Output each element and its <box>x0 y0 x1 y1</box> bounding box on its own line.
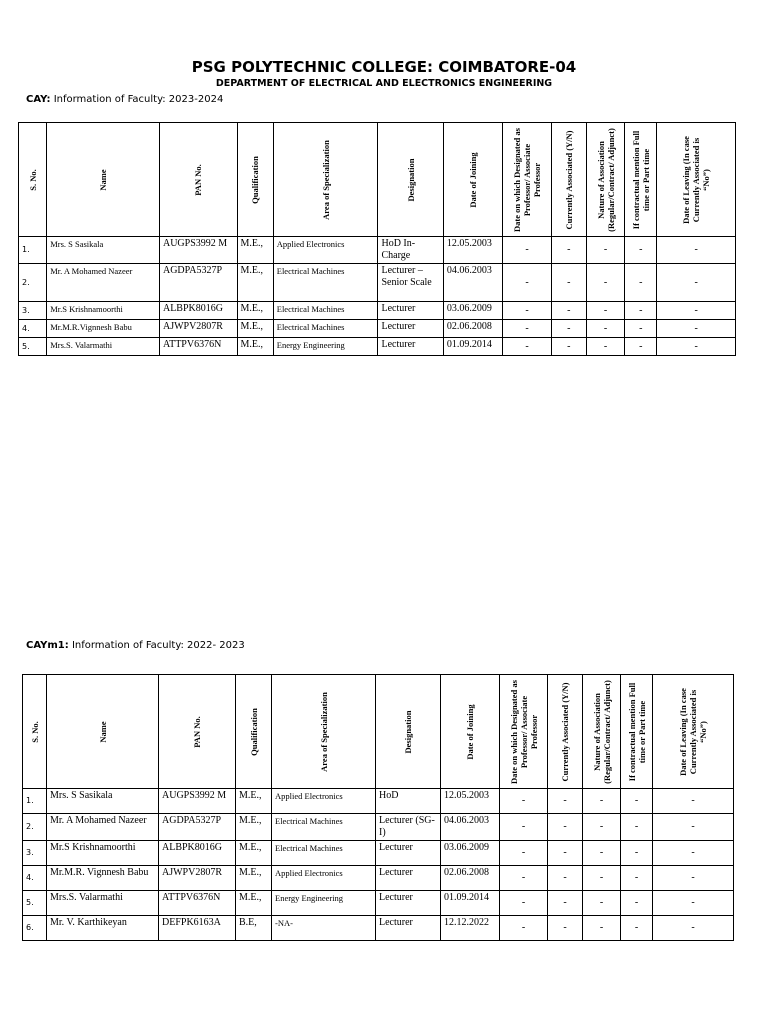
section-label: CAY: <box>26 94 51 105</box>
header-label: Nature of Association (Regular/Contract/ Adjunct) <box>591 679 612 784</box>
header-label: If contractual mention Full time or Part time <box>630 130 651 229</box>
col-currently-associated-cell: - <box>551 338 586 356</box>
col-nature-cell: - <box>583 916 621 941</box>
col-date-leaving-cell: - <box>657 237 736 264</box>
col-pan-cell: AUGPS3992 M <box>159 789 236 814</box>
col-name-cell: Mr. A Mohamed Nazeer <box>47 814 159 841</box>
col-designation-cell: Lecturer <box>378 302 443 320</box>
col-currently-associated-cell: - <box>548 789 583 814</box>
col-designation-cell: Lecturer <box>376 841 441 866</box>
section-label: CAYm1: <box>26 640 69 651</box>
col-currently-associated-cell: - <box>551 302 586 320</box>
col-name-cell: Mrs. S Sasikala <box>47 237 160 264</box>
col-sno-cell: 4. <box>19 320 47 338</box>
header-label: If contractual mention Full time or Part time <box>626 682 647 781</box>
col-contractual-cell: - <box>621 866 653 891</box>
col-date-leaving-cell: - <box>653 814 734 841</box>
col-nature-cell: - <box>583 841 621 866</box>
col-contractual-cell: - <box>625 302 657 320</box>
header-label: Name <box>98 168 109 191</box>
col-contractual-cell: - <box>625 264 657 302</box>
col-designation-cell: Lecturer <box>376 866 441 891</box>
col-area-cell: Electrical Machines <box>273 302 378 320</box>
col-sno-cell: 1. <box>23 789 47 814</box>
col-qualification-header <box>236 675 272 789</box>
table-row <box>23 841 734 866</box>
col-sno-cell: 3. <box>23 841 47 866</box>
table-row <box>19 264 736 302</box>
header-label: Area of Specialization <box>318 691 329 772</box>
header-label: Date of Leaving (In case Currently Associated is “No”) <box>681 135 712 224</box>
faculty-table-2023-2024 <box>18 122 736 356</box>
col-designation-cell: Lecturer – Senior Scale <box>378 264 443 302</box>
col-sno-header <box>19 123 47 237</box>
col-date-leaving-cell: - <box>653 891 734 916</box>
col-qualification-cell: M.E., <box>236 841 272 866</box>
col-date-leaving-cell: - <box>657 264 736 302</box>
col-currently-associated-cell: - <box>551 237 586 264</box>
page-title: PSG POLYTECHNIC COLLEGE: COIMBATORE-04 <box>191 58 577 76</box>
col-date-leaving-cell: - <box>657 302 736 320</box>
col-name-cell: Mr. V. Karthikeyan <box>47 916 159 941</box>
col-doj-cell: 12.12.2022 <box>441 916 500 941</box>
col-date-designated-cell: - <box>500 814 548 841</box>
col-qualification-cell: M.E., <box>236 866 272 891</box>
col-nature-cell: - <box>583 866 621 891</box>
col-nature-cell: - <box>586 237 624 264</box>
col-date-leaving-header <box>653 675 734 789</box>
col-area-cell: Applied Electronics <box>272 866 376 891</box>
table-row <box>19 320 736 338</box>
col-doj-cell: 03.06.2009 <box>443 302 502 320</box>
col-currently-associated-cell: - <box>548 916 583 941</box>
col-sno-cell: 5. <box>23 891 47 916</box>
header-label: Currently Associated (Y/N) <box>563 130 574 229</box>
col-pan-cell: ATTPV6376N <box>159 891 236 916</box>
header-label: Qualification <box>250 155 261 204</box>
col-name-cell: Mr. A Mohamed Nazeer <box>47 264 160 302</box>
col-qualification-cell: M.E., <box>236 814 272 841</box>
col-area-cell: Energy Engineering <box>273 338 378 356</box>
col-area-cell: Electrical Machines <box>272 814 376 841</box>
col-contractual-cell: - <box>621 916 653 941</box>
faculty-table-2022-2023 <box>22 674 734 941</box>
col-doj-cell: 12.05.2003 <box>441 789 500 814</box>
col-date-designated-cell: - <box>500 841 548 866</box>
col-designation-header <box>376 675 441 789</box>
col-qualification-cell: M.E., <box>237 264 273 302</box>
col-sno-cell: 1. <box>19 237 47 264</box>
col-designation-cell: Lecturer (SG-I) <box>376 814 441 841</box>
col-date-designated-cell: - <box>500 866 548 891</box>
table-row <box>23 866 734 891</box>
header-label: Date on which Designated as Professor/ Associate Professor <box>511 127 542 232</box>
col-area-header <box>272 675 376 789</box>
col-pan-cell: ALBPK8016G <box>159 302 237 320</box>
col-pan-cell: AUGPS3992 M <box>159 237 237 264</box>
col-sno-cell: 4. <box>23 866 47 891</box>
col-date-leaving-cell: - <box>657 320 736 338</box>
col-nature-cell: - <box>586 264 624 302</box>
header-label: Date of Leaving (In case Currently Associated is “No”) <box>678 687 708 776</box>
section-caption-caym1 <box>26 640 245 651</box>
col-doj-header <box>443 123 502 237</box>
col-currently-associated-cell: - <box>548 866 583 891</box>
col-designation-cell: Lecturer <box>378 320 443 338</box>
col-sno-cell: 2. <box>19 264 47 302</box>
col-sno-header <box>23 675 47 789</box>
col-currently-associated-cell: - <box>548 891 583 916</box>
col-qualification-cell: M.E., <box>236 891 272 916</box>
col-area-cell: Electrical Machines <box>273 264 378 302</box>
table-row <box>19 302 736 320</box>
col-date-designated-cell: - <box>503 264 551 302</box>
header-label: Area of Specialization <box>320 139 331 220</box>
header-label: PAN No. <box>192 715 202 748</box>
col-doj-cell: 03.06.2009 <box>441 841 500 866</box>
col-pan-header <box>159 675 236 789</box>
header-label: Name <box>97 720 108 743</box>
col-date-leaving-cell: - <box>653 866 734 891</box>
section-caption: Information of Faculty: 2022- 2023 <box>71 640 245 651</box>
col-date-leaving-cell: - <box>653 841 734 866</box>
col-nature-cell: - <box>583 891 621 916</box>
col-currently-associated-cell: - <box>551 264 586 302</box>
col-pan-cell: ATTPV6376N <box>159 338 237 356</box>
col-date-designated-cell: - <box>503 237 551 264</box>
col-area-cell: Applied Electronics <box>272 789 376 814</box>
col-contractual-cell: - <box>625 338 657 356</box>
col-date-designated-header <box>500 675 548 789</box>
col-qualification-cell: B.E, <box>236 916 272 941</box>
col-date-designated-cell: - <box>503 302 551 320</box>
col-nature-header <box>583 675 621 789</box>
col-date-designated-cell: - <box>500 916 548 941</box>
col-area-header <box>273 123 378 237</box>
header-label: Qualification <box>248 707 259 756</box>
section-caption: Information of Faculty: 2023-2024 <box>53 94 224 105</box>
col-contractual-cell: - <box>621 841 653 866</box>
col-designation-cell: HoD In-Charge <box>378 237 443 264</box>
col-currently-associated-header <box>548 675 583 789</box>
col-qualification-header <box>237 123 273 237</box>
col-doj-cell: 02.06.2008 <box>441 866 500 891</box>
header-label: Currently Associated (Y/N) <box>560 682 570 781</box>
col-qualification-cell: M.E., <box>237 338 273 356</box>
col-name-cell: Mr.S Krishnamoorthi <box>47 841 159 866</box>
col-doj-cell: 01.09.2014 <box>441 891 500 916</box>
header-label: Designation <box>405 158 416 201</box>
header-row <box>23 675 734 789</box>
col-currently-associated-header <box>551 123 586 237</box>
col-name-header <box>47 675 159 789</box>
col-name-cell: Mr.M.R. Vignnesh Babu <box>47 866 159 891</box>
col-contractual-cell: - <box>621 789 653 814</box>
department-subtitle: DEPARTMENT OF ELECTRICAL AND ELECTRONICS ENGINEERING <box>215 78 553 89</box>
col-date-designated-cell: - <box>503 320 551 338</box>
col-date-leaving-cell: - <box>657 338 736 356</box>
col-sno-cell: 6. <box>23 916 47 941</box>
header-row <box>19 123 736 237</box>
col-designation-cell: Lecturer <box>376 891 441 916</box>
header-label: Date of Joining <box>468 151 479 208</box>
col-doj-cell: 02.06.2008 <box>443 320 502 338</box>
col-doj-cell: 12.05.2003 <box>443 237 502 264</box>
col-qualification-cell: M.E., <box>237 302 273 320</box>
col-date-leaving-cell: - <box>653 789 734 814</box>
col-date-designated-cell: - <box>500 789 548 814</box>
col-contractual-cell: - <box>621 814 653 841</box>
col-nature-cell: - <box>586 320 624 338</box>
col-designation-cell: Lecturer <box>376 916 441 941</box>
col-contractual-header <box>625 123 657 237</box>
col-name-header <box>47 123 160 237</box>
col-area-cell: Electrical Machines <box>272 841 376 866</box>
col-doj-cell: 01.09.2014 <box>443 338 502 356</box>
col-nature-cell: - <box>583 789 621 814</box>
col-designation-cell: HoD <box>376 789 441 814</box>
col-date-leaving-cell: - <box>653 916 734 941</box>
col-currently-associated-cell: - <box>548 814 583 841</box>
col-pan-cell: AGDPA5327P <box>159 814 236 841</box>
col-nature-header <box>586 123 624 237</box>
header-label: S. No. <box>29 720 40 743</box>
col-qualification-cell: M.E., <box>237 237 273 264</box>
header-label: Designation <box>403 710 413 753</box>
col-doj-header <box>441 675 500 789</box>
col-contractual-header <box>621 675 653 789</box>
table-row <box>19 237 736 264</box>
col-pan-cell: AJWPV2807R <box>159 320 237 338</box>
col-area-cell: Applied Electronics <box>273 237 378 264</box>
col-date-designated-header <box>503 123 551 237</box>
col-doj-cell: 04.06.2003 <box>441 814 500 841</box>
col-contractual-cell: - <box>625 237 657 264</box>
header-label: Date of Joining <box>465 703 475 760</box>
col-name-cell: Mr.S Krishnamoorthi <box>47 302 160 320</box>
col-sno-cell: 2. <box>23 814 47 841</box>
col-name-cell: Mrs. S Sasikala <box>47 789 159 814</box>
col-name-cell: Mrs.S. Valarmathi <box>47 338 160 356</box>
col-date-leaving-header <box>657 123 736 237</box>
col-nature-cell: - <box>586 338 624 356</box>
col-area-cell: -NA- <box>272 916 376 941</box>
col-name-cell: Mrs.S. Valarmathi <box>47 891 159 916</box>
col-currently-associated-cell: - <box>551 320 586 338</box>
col-pan-cell: AGDPA5327P <box>159 264 237 302</box>
col-area-cell: Energy Engineering <box>272 891 376 916</box>
col-doj-cell: 04.06.2003 <box>443 264 502 302</box>
col-pan-cell: AJWPV2807R <box>159 866 236 891</box>
table-row <box>23 891 734 916</box>
col-contractual-cell: - <box>625 320 657 338</box>
col-date-designated-cell: - <box>500 891 548 916</box>
table-row <box>19 338 736 356</box>
col-qualification-cell: M.E., <box>236 789 272 814</box>
header-label: Nature of Association (Regular/Contract/ Adjunct) <box>595 127 616 232</box>
col-name-cell: Mr.M.R.Vignnesh Babu <box>47 320 160 338</box>
col-sno-cell: 3. <box>19 302 47 320</box>
section-caption-cay <box>26 94 223 105</box>
header-label: PAN No. <box>193 163 204 196</box>
col-nature-cell: - <box>586 302 624 320</box>
col-currently-associated-cell: - <box>548 841 583 866</box>
header-label: S. No. <box>27 168 38 191</box>
table-row <box>23 814 734 841</box>
col-designation-header <box>378 123 443 237</box>
col-nature-cell: - <box>583 814 621 841</box>
col-designation-cell: Lecturer <box>378 338 443 356</box>
col-pan-cell: DEFPK6163A <box>159 916 236 941</box>
col-area-cell: Electrical Machines <box>273 320 378 338</box>
table-row <box>23 916 734 941</box>
col-qualification-cell: M.E., <box>237 320 273 338</box>
header-label: Date on which Designated as Professor/ Associate Professor <box>508 679 539 784</box>
table-row <box>23 789 734 814</box>
col-contractual-cell: - <box>621 891 653 916</box>
col-sno-cell: 5. <box>19 338 47 356</box>
col-date-designated-cell: - <box>503 338 551 356</box>
col-pan-header <box>159 123 237 237</box>
col-pan-cell: ALBPK8016G <box>159 841 236 866</box>
